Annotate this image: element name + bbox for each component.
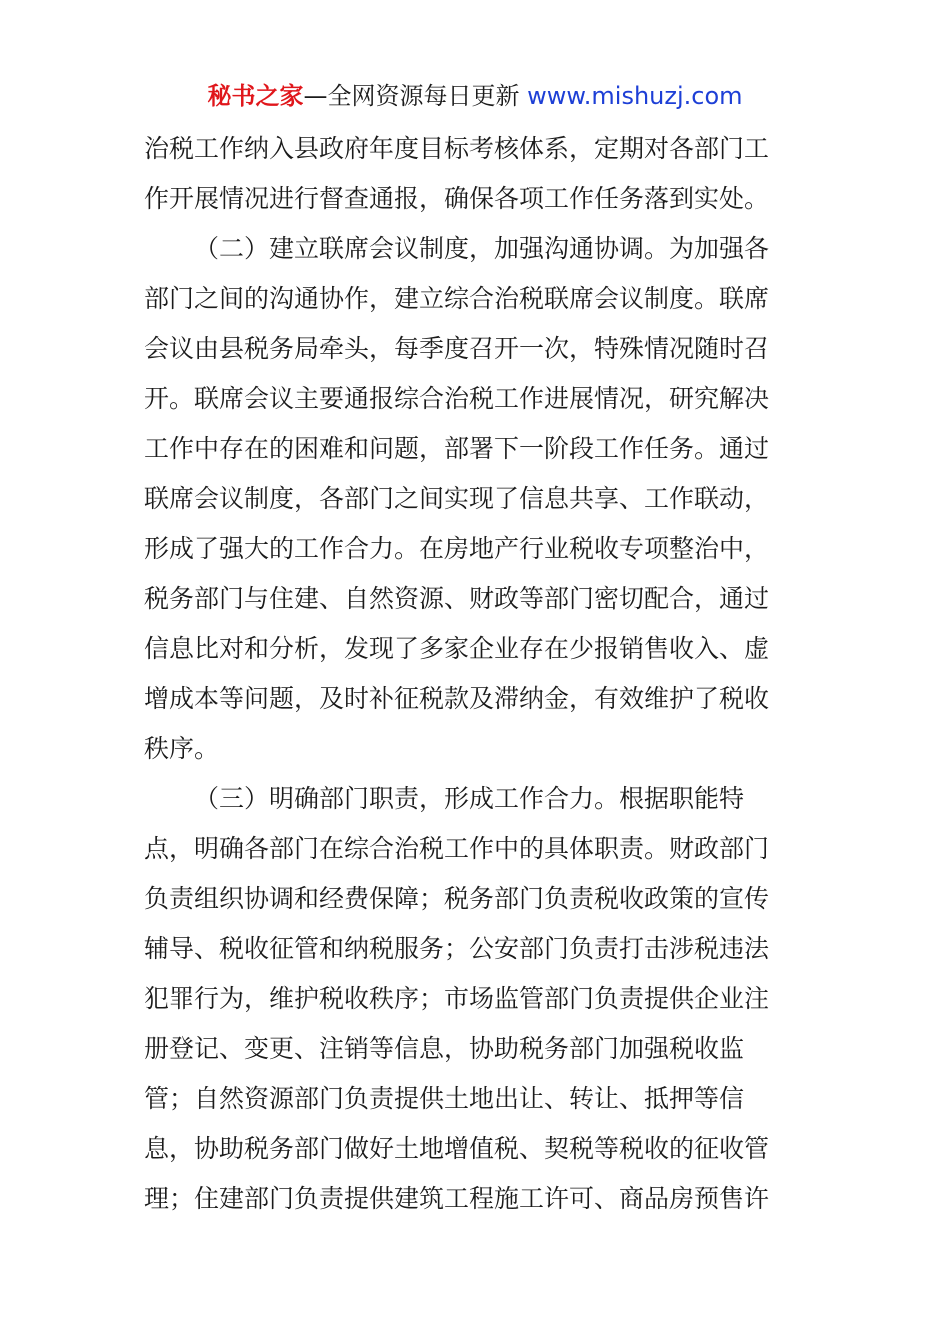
paragraph [144,124,814,224]
site-brand: 秘书之家 [207,82,304,110]
paragraph [144,774,814,1224]
text-line: 管；自然资源部门负责提供土地出让、转让、抵押等信 [144,1084,745,1113]
text-line: 增成本等问题，及时补征税款及滞纳金，有效维护了税收 [144,684,770,713]
text-line: 联席会议制度，各部门之间实现了信息共享、工作联动， [144,484,770,513]
text-line: （三）明确部门职责，形成工作合力。根据职能特 [194,784,745,813]
text-line: 形成了强大的工作合力。在房地产行业税收专项整治中， [144,534,770,563]
text-line: 部门之间的沟通协作，建立综合治税联席会议制度。联席 [144,284,770,313]
text-line: 工作中存在的困难和问题，部署下一阶段工作任务。通过 [144,434,770,463]
text-line: 作开展情况进行督查通报，确保各项工作任务落到实处。 [144,184,770,213]
text-line: 理；住建部门负责提供建筑工程施工许可、商品房预售许 [144,1184,770,1213]
text-line: 册登记、变更、注销等信息，协助税务部门加强税收监 [144,1034,745,1063]
text-line: 负责组织协调和经费保障；税务部门负责税收政策的宣传 [144,884,770,913]
text-line: 治税工作纳入县政府年度目标考核体系，定期对各部门工 [144,134,770,163]
document-body [144,124,814,1224]
text-line: 辅导、税收征管和纳税服务；公安部门负责打击涉税违法 [144,934,770,963]
text-line: （二）建立联席会议制度，加强沟通协调。为加强各 [194,234,770,263]
paragraph [144,224,814,774]
site-url: www.mishuzj.com [527,82,743,110]
text-line: 息，协助税务部门做好土地增值税、契税等税收的征收管 [144,1134,770,1163]
site-tagline: —全网资源每日更新 [303,82,520,110]
watermark-header [0,80,950,112]
text-line: 犯罪行为，维护税收秩序；市场监管部门负责提供企业注 [144,984,770,1013]
text-line: 税务部门与住建、自然资源、财政等部门密切配合，通过 [144,584,770,613]
text-line: 信息比对和分析，发现了多家企业存在少报销售收入、虚 [144,634,770,663]
text-line: 秩序。 [144,734,220,763]
text-line: 开。联席会议主要通报综合治税工作进展情况，研究解决 [144,384,770,413]
text-line: 点，明确各部门在综合治税工作中的具体职责。财政部门 [144,834,770,863]
text-line: 会议由县税务局牵头，每季度召开一次，特殊情况随时召 [144,334,770,363]
